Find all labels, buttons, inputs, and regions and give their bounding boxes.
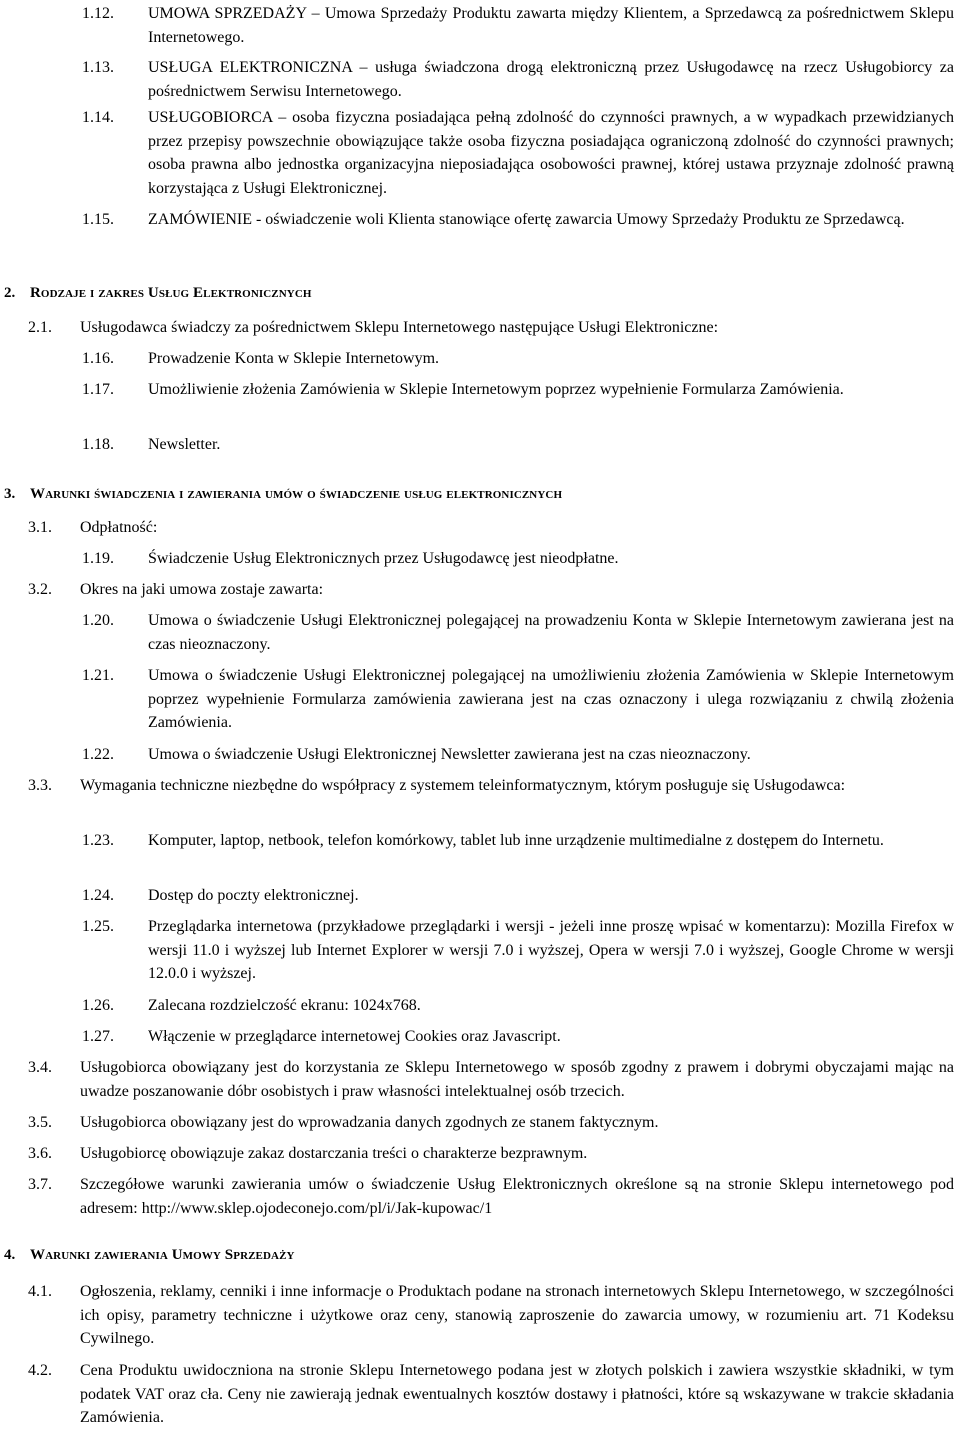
definition-item <box>82 2 954 49</box>
section-heading <box>4 284 954 303</box>
item-text: Umowa o świadczenie Usługi Elektronicznej polegającej na prowadzeniu Konta w Sklepie Internetowym zawierana jest na czas nieoznaczony. <box>148 612 954 653</box>
list-item <box>82 433 954 457</box>
paragraph-text: Usługobiorca obowiązany jest do wprowadzania danych zgodnych ze stanem faktycznym. <box>80 1114 659 1131</box>
paragraph-number: 3.4. <box>28 1059 52 1076</box>
list-item <box>82 609 954 656</box>
item-number: 1.25. <box>82 918 114 935</box>
paragraph-text: Odpłatność: <box>80 519 158 536</box>
item-number: 1.21. <box>82 667 114 684</box>
definition-item <box>82 106 954 200</box>
definition-item <box>82 208 954 232</box>
list-item <box>82 347 954 371</box>
item-number: 1.19. <box>82 550 114 567</box>
item-number: 1.24. <box>82 887 114 904</box>
item-number: 1.15. <box>82 211 114 228</box>
section-heading <box>4 1246 954 1265</box>
item-text: USŁUGOBIORCA – osoba fizyczna posiadająca pełną zdolność do czynności prawnych, a w wypadkach przewidzianych przez przepisy powszechnie obowiązujące także osoba fizyczna posiadająca ograniczoną zdolność do czynności prawnych; osoba prawna albo jednostka organizacyjna nieposiadająca osobowości prawnej, której ustawa przyznaje zdolność prawną korzystająca z Usługi Elektronicznej. <box>148 109 954 197</box>
paragraph <box>28 516 954 540</box>
paragraph-number: 3.3. <box>28 777 52 794</box>
section-title: Rodzaje i zakres Usług Elektronicznych <box>30 285 312 301</box>
item-text: ZAMÓWIENIE - oświadczenie woli Klienta stanowiące ofertę zawarcia Umowy Sprzedaży Produktu ze Sprzedawcą. <box>148 211 905 228</box>
list-item <box>82 1025 954 1049</box>
paragraph-text: Cena Produktu uwidoczniona na stronie Sklepu Internetowego podana jest w złotych polskich i zawiera wszystkie składniki, w tym podatek VAT oraz cła. Ceny nie zawierają jednak ewentualnych kosztów dostawy i płatności, które są wskazywane w trakcie składania Zamówienia. <box>80 1362 954 1426</box>
item-text: Umowa o świadczenie Usługi Elektronicznej polegającej na umożliwieniu złożenia Zamówienia w Sklepie Internetowym poprzez wypełnienie Formularza zamówienia zawierana jest na czas oznaczony i ulega rozwiązaniu z chwilą złożenia Zamówienia. <box>148 667 954 731</box>
list-item <box>82 915 954 986</box>
item-text: Włączenie w przeglądarce internetowej Cookies oraz Javascript. <box>148 1028 561 1045</box>
paragraph-number: 3.2. <box>28 581 52 598</box>
item-number: 1.26. <box>82 997 114 1014</box>
item-text: Zalecana rozdzielczość ekranu: 1024x768. <box>148 997 421 1014</box>
paragraph <box>28 578 954 602</box>
paragraph <box>28 1056 954 1103</box>
paragraph <box>28 774 954 798</box>
item-text: Dostęp do poczty elektronicznej. <box>148 887 359 904</box>
item-number: 1.27. <box>82 1028 114 1045</box>
item-text: Prowadzenie Konta w Sklepie Internetowym. <box>148 350 440 367</box>
list-item <box>82 664 954 735</box>
item-text: Świadczenie Usług Elektronicznych przez Usługodawcę jest nieodpłatne. <box>148 550 619 567</box>
paragraph-number: 2.1. <box>28 319 52 336</box>
paragraph <box>28 1359 954 1430</box>
item-text: UMOWA SPRZEDAŻY – Umowa Sprzedaży Produktu zawarta między Klientem, a Sprzedawcą za pośrednictwem Sklepu Internetowego. <box>148 5 954 46</box>
paragraph-number: 4.2. <box>28 1362 52 1379</box>
paragraph-text: Usługodawca świadczy za pośrednictwem Sklepu Internetowego następujące Usługi Elektroniczne: <box>80 319 719 336</box>
paragraph-text: Szczegółowe warunki zawierania umów o świadczenie Usług Elektronicznych określone są na stronie Sklepu internetowego pod adresem: http://www.sklep.ojodeconejo.com/pl/i/Jak-kupowac/1 <box>80 1176 954 1217</box>
item-text: Komputer, laptop, netbook, telefon komórkowy, tablet lub inne urządzenie multimedialne z dostępem do Internetu. <box>148 832 884 849</box>
paragraph <box>28 1280 954 1351</box>
list-item <box>82 994 954 1018</box>
paragraph-text: Okres na jaki umowa zostaje zawarta: <box>80 581 324 598</box>
item-text: Przeglądarka internetowa (przykładowe przeglądarki i wersji - jeżeli inne proszę wpisać w komentarzu): Mozilla Firefox w wersji 11.0 i wyższej lub Internet Explorer w wersji 7.0 i wyższej, Opera w wersji 7.0 i wyższej, Google Chrome w wersji 12.0.0 i wyższej. <box>148 918 954 982</box>
list-item <box>82 743 954 767</box>
section-heading <box>4 485 954 504</box>
paragraph-number: 3.5. <box>28 1114 52 1131</box>
paragraph-number: 3.6. <box>28 1145 52 1162</box>
item-number: 1.22. <box>82 746 114 763</box>
section-number: 3. <box>4 486 16 502</box>
item-number: 1.17. <box>82 381 114 398</box>
item-text: Umożliwienie złożenia Zamówienia w Sklepie Internetowym poprzez wypełnienie Formularza Zamówienia. <box>148 381 844 398</box>
item-text: USŁUGA ELEKTRONICZNA – usługa świadczona drogą elektroniczną przez Usługodawcę na rzecz Usługobiorcy za pośrednictwem Serwisu Internetowego. <box>148 59 954 100</box>
section-title: Warunki zawierania Umowy Sprzedaży <box>30 1247 295 1263</box>
paragraph-text: Usługobiorcę obowiązuje zakaz dostarczania treści o charakterze bezprawnym. <box>80 1145 588 1162</box>
list-item <box>82 547 954 571</box>
paragraph-number: 3.7. <box>28 1176 52 1193</box>
item-number: 1.12. <box>82 5 114 22</box>
section-number: 2. <box>4 285 16 301</box>
section-number: 4. <box>4 1247 16 1263</box>
item-number: 1.23. <box>82 832 114 849</box>
paragraph <box>28 1111 954 1135</box>
list-item <box>82 884 954 908</box>
list-item <box>82 829 954 853</box>
section-title: Warunki świadczenia i zawierania umów o świadczenie usług elektronicznych <box>30 486 563 502</box>
item-number: 1.14. <box>82 109 114 126</box>
paragraph-number: 4.1. <box>28 1283 52 1300</box>
item-number: 1.16. <box>82 350 114 367</box>
paragraph <box>28 316 954 340</box>
paragraph <box>28 1173 954 1220</box>
item-number: 1.20. <box>82 612 114 629</box>
item-number: 1.13. <box>82 59 114 76</box>
paragraph-text: Wymagania techniczne niezbędne do współpracy z systemem teleinformatycznym, którym posługuje się Usługodawca: <box>80 777 846 794</box>
paragraph-number: 3.1. <box>28 519 52 536</box>
item-number: 1.18. <box>82 436 114 453</box>
item-text: Umowa o świadczenie Usługi Elektronicznej Newsletter zawierana jest na czas nieoznaczony. <box>148 746 751 763</box>
paragraph <box>28 1142 954 1166</box>
paragraph-text: Ogłoszenia, reklamy, cenniki i inne informacje o Produktach podane na stronach internetowych Sklepu Internetowego, w szczególności ich opisy, parametry techniczne i użytkowe oraz ceny, stanowią zaproszenie do zawarcia umowy, w rozumieniu art. 71 Kodeksu Cywilnego. <box>80 1283 954 1347</box>
item-text: Newsletter. <box>148 436 221 453</box>
definition-item <box>82 56 954 103</box>
paragraph-text: Usługobiorca obowiązany jest do korzystania ze Sklepu Internetowego w sposób zgodny z prawem i dobrymi obyczajami mając na uwadze poszanowanie dóbr osobistych i praw własności intelektualnej osób trzecich. <box>80 1059 954 1100</box>
list-item <box>82 378 954 402</box>
